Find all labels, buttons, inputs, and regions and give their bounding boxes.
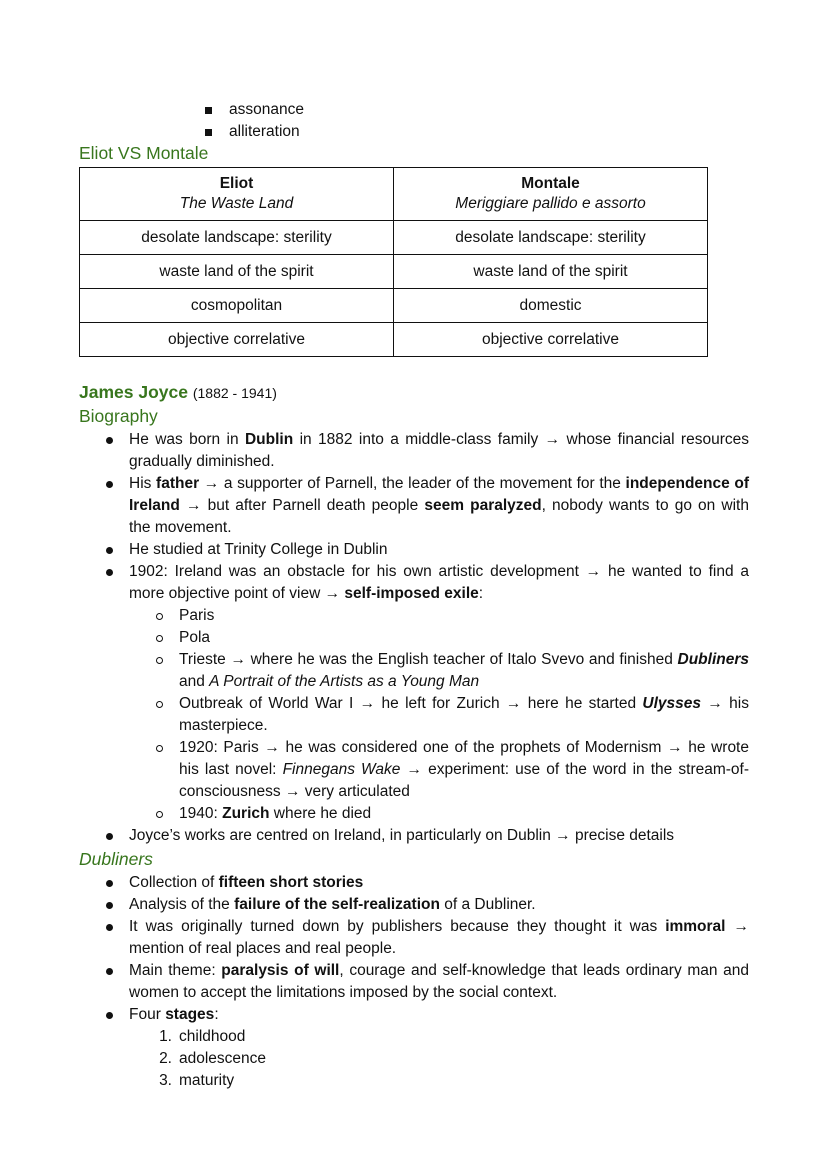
list-item: Four stages: 1. childhood 2. adolescence 3. maturity: [104, 1004, 749, 1092]
list-item: He was born in Dublin in 1882 into a middle-class family → whose financial resources gradually diminished.: [129, 431, 749, 470]
biography-heading: Biography: [79, 406, 158, 426]
list-item: Outbreak of World War I → he left for Zurich → here he started Ulysses → his masterpiece.: [179, 695, 749, 734]
table-header-row: [80, 168, 708, 221]
table-row: [80, 221, 708, 255]
list-number: 2.: [159, 1050, 172, 1067]
list-item: Collection of fifteen short stories: [129, 874, 364, 891]
stages-list: [154, 1026, 749, 1092]
section-heading-eliot-vs-montale: Eliot VS Montale: [79, 143, 209, 163]
list-item: 2. adolescence: [154, 1048, 749, 1070]
list-item: Pola: [179, 629, 211, 646]
list-item: It was originally turned down by publishers because they thought it was immoral → mention of real places and real people.: [129, 918, 749, 957]
table-cell: desolate landscape: sterility: [80, 221, 394, 255]
list-item: 1902: Ireland was an obstacle for his own artistic development → he wanted to find a more objective point of view → self-imposed exile: Paris Pola Trieste → where he was the English teacher of Italo Svevo and finished Dubliners and A Portrait of the Artists as a Young Man Outbreak of World War I → he left for Zurich → here he started Ulysses → his masterpiece. 1920: Paris → he was considered one of the prophets of Modernism → he wrote his last novel: Finnegans Wake → experiment: use of the word in the stream-of-consciousness → very articulated 1940: Zurich where he died: [104, 561, 749, 825]
table-row: [80, 323, 708, 357]
table-row: [80, 289, 708, 323]
author-dates: (1882 - 1941): [192, 385, 277, 401]
exile-sublist: [154, 605, 749, 825]
list-item: His father → a supporter of Parnell, the leader of the movement for the independence of Ireland → but after Parnell death people seem paralyzed, nobody wants to go on with the movement.: [129, 475, 750, 536]
list-item: alliteration: [201, 121, 304, 143]
square-bullet-list: [201, 99, 304, 143]
work-title: The Waste Land: [179, 195, 294, 212]
list-item: Main theme: paralysis of will, courage and self-knowledge that leads ordinary man and women to accept the limitations imposed by the social context.: [129, 962, 749, 1001]
table-header-cell: [394, 168, 708, 221]
table-row: [80, 255, 708, 289]
table-cell: waste land of the spirit: [394, 255, 708, 289]
dubliners-heading: Dubliners: [79, 849, 153, 869]
table-cell: desolate landscape: sterility: [394, 221, 708, 255]
table-cell: domestic: [394, 289, 708, 323]
list-item: 1920: Paris → he was considered one of the prophets of Modernism → he wrote his last novel: Finnegans Wake → experiment: use of the word in the stream-of-consciousness → very articulated: [179, 739, 750, 800]
author-name: Montale: [521, 175, 580, 192]
biography-list: [104, 429, 749, 847]
dubliners-list: [104, 872, 749, 1092]
list-item: Analysis of the failure of the self-realization of a Dubliner.: [129, 896, 536, 913]
list-number: 3.: [159, 1072, 172, 1089]
list-item: Trieste → where he was the English teacher of Italo Svevo and finished Dubliners and A Portrait of the Artists as a Young Man: [179, 651, 749, 690]
list-item: He studied at Trinity College in Dublin: [129, 541, 388, 558]
list-item: 3. maturity: [154, 1070, 749, 1092]
comparison-table: [79, 167, 708, 357]
author-name: Eliot: [219, 175, 254, 192]
table-cell: objective correlative: [394, 323, 708, 357]
list-item: 1. childhood: [154, 1026, 749, 1048]
table-header-cell: [80, 168, 394, 221]
table-cell: waste land of the spirit: [80, 255, 394, 289]
list-item: Joyce’s works are centred on Ireland, in particularly on Dublin → precise details: [129, 827, 675, 844]
table-cell: cosmopolitan: [80, 289, 394, 323]
work-title: Meriggiare pallido e assorto: [455, 195, 646, 212]
author-heading: [79, 382, 277, 403]
author-name: James Joyce: [79, 382, 188, 402]
list-item: assonance: [201, 99, 304, 121]
list-item: Paris: [179, 607, 215, 624]
list-number: 1.: [159, 1028, 172, 1045]
list-item: 1940: Zurich where he died: [179, 805, 372, 822]
table-cell: objective correlative: [80, 323, 394, 357]
